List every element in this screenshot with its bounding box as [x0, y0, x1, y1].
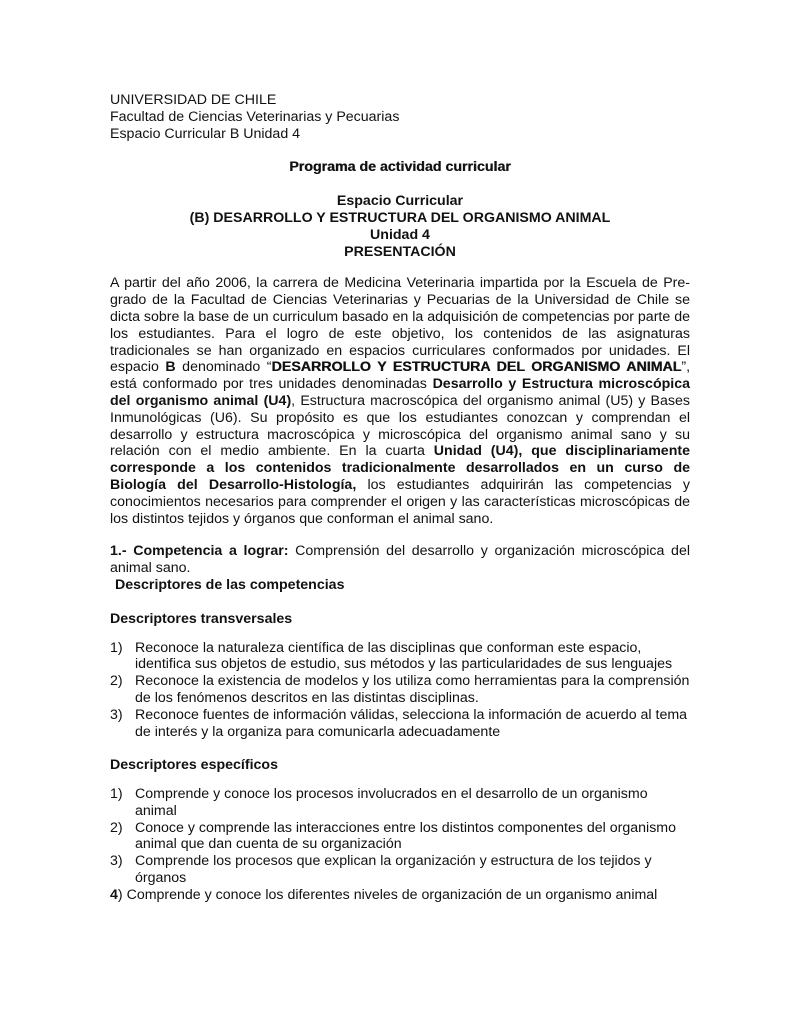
presentation-bold-3: Desarrollo y Estructura microscópica del organismo animal (U4)	[110, 376, 690, 409]
list-item	[110, 707, 690, 741]
specific-list	[110, 786, 690, 887]
title-line-4: PRESENTACIÓN	[344, 243, 456, 260]
presentation-text-1: A partir del año 2006, la carrera de Medicina Veterinaria impartida por la Escuela de Pre-grado de la Facultad de Ciencias Veterinarias y Pecuarias de la Universidad de Chile se dicta sobre la base de un curriculum basado en la adquisición de competencias por parte de los estudiantes. Para el logro de este objetivo, los contenidos de las asignaturas tradicionales se han organizado en espacios curriculares conformados por unidades. El espacio	[110, 275, 690, 376]
transversal-heading: Descriptores transversales	[110, 610, 293, 627]
list-item-last	[110, 887, 690, 904]
presentation-text-2: denominado “	[175, 359, 272, 376]
title-line-2: (B) DESARROLLO Y ESTRUCTURA DEL ORGANISMO ANIMAL	[189, 209, 611, 226]
list-item	[110, 786, 690, 820]
document-page	[110, 92, 690, 904]
specific-heading: Descriptores específicos	[110, 757, 278, 774]
list-item-text: Comprende los procesos que explican la organización y estructura de los tejidos y órganos	[135, 853, 652, 887]
program-title: Programa de actividad curricular	[289, 159, 511, 176]
list-item-number: 2)	[110, 819, 123, 836]
list-item-text: Reconoce la naturaleza científica de las disciplinas que conforman este espacio, identifica sus objetos de estudio, sus métodos y las particularidades de sus lenguajes	[135, 639, 673, 673]
list-item-number: 3)	[110, 706, 123, 723]
list-item-text: Reconoce fuentes de información válidas, selecciona la información de acuerdo al tema de interés y la organiza para comunicarla adecuadamente	[135, 706, 688, 740]
document-header	[110, 92, 690, 142]
descriptors-heading: Descriptores de las competencias	[115, 576, 345, 593]
curricular-space-label: Espacio Curricular B Unidad 4	[110, 125, 301, 142]
list-item-number: 1)	[110, 639, 123, 656]
list-item-text: Conoce y comprende las interacciones entre los distintos componentes del organismo animal que dan cuenta de su organización	[135, 819, 676, 853]
presentation-bold-4: Unidad (U4), que disciplinariamente corresponde a los contenidos tradicionalmente desarrollados en un curso de Biología del Desarrollo-Histología,	[110, 443, 690, 493]
list-item-number-bold: 4	[110, 886, 118, 903]
list-item-paren: )	[117, 886, 123, 903]
presentation-text-5: los estudiantes adquirirán las competencias y conocimientos necesarios para comprender el origen y las características microscópicas de los distintos tejidos y órganos que conforman el animal sano.	[110, 476, 690, 527]
transversal-list	[110, 640, 690, 741]
list-item-text: Reconoce la existencia de modelos y los utiliza como herramientas para la comprensión de los fenómenos descritos en las distintas disciplinas.	[135, 673, 690, 706]
presentation-bold-1: B	[165, 359, 176, 376]
competence-paragraph	[110, 543, 690, 577]
list-item-text: Comprende y conoce los procesos involucrados en el desarrollo de un organismo animal	[135, 786, 648, 819]
title-line-3: Unidad 4	[370, 226, 430, 243]
faculty-name: Facultad de Ciencias Veterinarias y Pecuarias	[110, 108, 400, 125]
presentation-paragraph	[110, 275, 690, 527]
list-item-number: 2)	[110, 673, 123, 690]
university-name: UNIVERSIDAD DE CHILE	[110, 92, 277, 108]
list-item	[110, 820, 690, 854]
title-block	[110, 193, 690, 260]
list-item	[110, 640, 690, 674]
presentation-text-4: , Estructura macroscópica del organismo animal (U5) y Bases Inmunológicas (U6). Su propósito es que los estudiantes conozcan y comprendan el desarrollo y estructura macroscópica y microscópica del organismo animal sano y su relación con el medio ambiente. En la cuarta	[110, 392, 690, 460]
list-item-number: 1)	[110, 786, 123, 803]
competence-text: Comprensión del desarrollo y organización microscópica del animal sano.	[110, 543, 690, 577]
list-item-number: 3)	[110, 853, 123, 870]
title-line-1: Espacio Curricular	[336, 193, 464, 210]
list-item	[110, 673, 690, 707]
list-item-text: Comprende y conoce los diferentes niveles de organización de un organismo animal	[122, 886, 658, 903]
presentation-bold-2: DESARROLLO Y ESTRUCTURA DEL ORGANISMO ANIMAL	[271, 359, 682, 376]
competence-label: 1.- Competencia a lograr:	[110, 543, 289, 560]
list-item	[110, 853, 690, 887]
presentation-text-3: ”, está conformado por tres unidades denominadas	[110, 359, 691, 393]
